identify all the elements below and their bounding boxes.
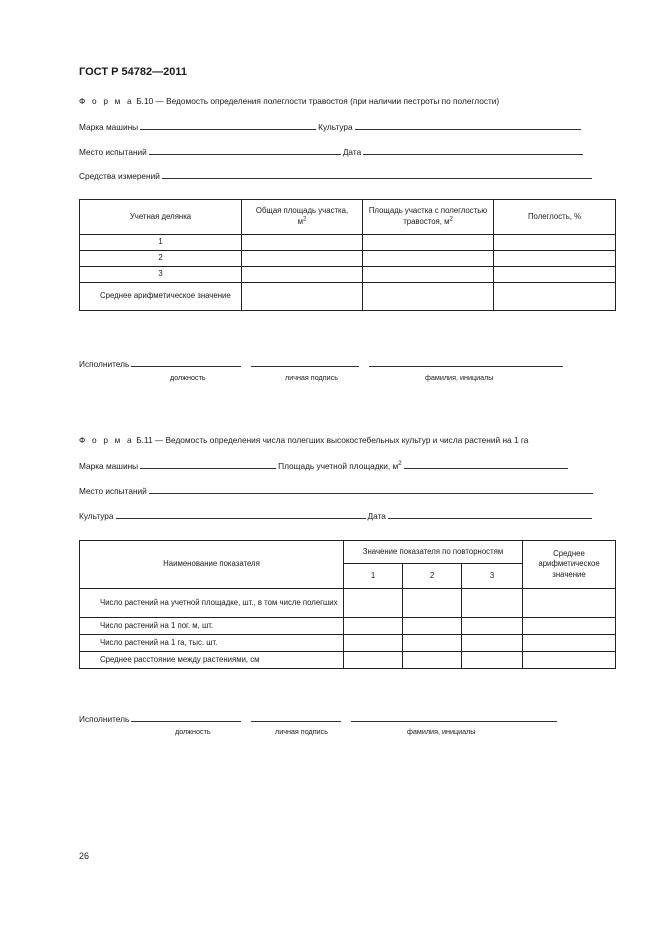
form11-header-average: Среднее арифметическое значение	[523, 541, 616, 589]
form10-instruments-line	[79, 170, 614, 181]
form10-caption-name: фамилия, инициалы	[425, 373, 494, 382]
table-cell[interactable]	[242, 267, 363, 283]
form10-culture-label: Культура	[318, 122, 353, 132]
table-cell[interactable]	[363, 251, 494, 267]
form11-area-label: Площадь учетной площадки, м	[278, 461, 399, 471]
table-cell[interactable]	[523, 635, 616, 652]
table-row	[80, 635, 616, 652]
form10-header-lodged-area-text: Площадь участка с полеглостью травостоя, м	[368, 206, 488, 226]
form11-title-text: Б.11 — Ведомость определения числа полегших высокостебельных культур и числа растений на 1 га	[136, 435, 529, 445]
form10-header-lodging: Полеглость, %	[494, 200, 616, 235]
form11-culture-date-line	[79, 510, 614, 521]
table-cell[interactable]	[344, 652, 403, 669]
table-cell[interactable]	[242, 235, 363, 251]
table-row	[80, 652, 616, 669]
form10-signature-field[interactable]	[251, 358, 359, 367]
form11-table	[79, 540, 616, 669]
form11-row-label: Число растений на 1 га, тыс. шт.	[80, 635, 344, 652]
form11-name-field[interactable]	[351, 713, 557, 722]
form10-header-total-area-text: Общая площадь участка,	[255, 206, 349, 216]
table-cell[interactable]	[523, 618, 616, 635]
form11-machine-field[interactable]	[140, 460, 276, 469]
form11-header-repeat-2: 2	[403, 564, 462, 589]
form11-machine-label: Марка машины	[79, 461, 139, 471]
form11-header-repeat-1: 1	[344, 564, 403, 589]
form10-culture-field[interactable]	[355, 121, 581, 130]
table-row	[80, 589, 616, 618]
form11-row-label: Число растений на 1 пог. м, шт.	[80, 618, 344, 635]
form10-row-label: Среднее арифметическое значение	[80, 283, 242, 311]
table-cell[interactable]	[462, 589, 523, 618]
form11-area-field[interactable]	[404, 460, 568, 469]
form10-machine-label: Марка машины	[79, 122, 139, 132]
form10-caption-position: должность	[170, 373, 206, 382]
table-row	[80, 283, 616, 311]
table-cell[interactable]	[403, 618, 462, 635]
form10-name-field[interactable]	[369, 358, 563, 367]
table-cell[interactable]	[403, 635, 462, 652]
form11-header-values: Значение показателя по повторностям	[344, 541, 523, 564]
table-cell[interactable]	[344, 618, 403, 635]
form11-date-field[interactable]	[388, 510, 592, 519]
form11-date-label: Дата	[367, 511, 386, 521]
table-cell[interactable]	[462, 618, 523, 635]
form10-table	[79, 199, 616, 311]
form10-machine-culture-line	[79, 121, 614, 132]
document-header: ГОСТ Р 54782—2011	[79, 66, 187, 78]
table-cell[interactable]	[403, 589, 462, 618]
form10-date-label: Дата	[342, 147, 362, 157]
table-cell[interactable]	[344, 589, 403, 618]
form10-title-text: Б.10 — Ведомость определения полеглости травостоя (при наличии пестроты по полеглости)	[136, 96, 500, 106]
form11-position-field[interactable]	[131, 713, 241, 722]
form11-place-line	[79, 485, 614, 496]
form11-signature-line	[79, 713, 559, 724]
form10-place-field[interactable]	[149, 146, 341, 155]
form11-caption-name: фамилия, инициалы	[407, 727, 476, 736]
table-cell[interactable]	[494, 283, 616, 311]
table-row	[80, 235, 616, 251]
form11-place-label: Место испытаний	[79, 486, 147, 496]
form11-row-label: Число растений на учетной площадке, шт., в том числе полегших	[80, 589, 344, 618]
form10-executor-label: Исполнитель	[79, 359, 130, 369]
form11-title	[79, 435, 614, 445]
table-cell[interactable]	[494, 267, 616, 283]
table-cell[interactable]	[462, 652, 523, 669]
form11-form-word: Ф о р м а	[79, 435, 134, 445]
form10-title	[79, 96, 614, 106]
form10-place-label: Место испытаний	[79, 147, 147, 157]
form11-header-repeat-3: 3	[462, 564, 523, 589]
form10-header-total-area: Общая площадь участка, $м^2$	[242, 200, 363, 235]
form11-place-field[interactable]	[149, 485, 593, 494]
form10-header-total-area-unit: м	[297, 217, 304, 226]
table-cell[interactable]	[344, 635, 403, 652]
table-cell[interactable]	[242, 283, 363, 311]
form10-instruments-label: Средства измерений	[79, 171, 160, 181]
form11-header-indicator: Наименование показателя	[80, 541, 344, 589]
form11-table-header-row	[80, 541, 616, 564]
form11-culture-label: Культура	[79, 511, 114, 521]
table-cell[interactable]	[494, 251, 616, 267]
form11-signature-field[interactable]	[251, 713, 341, 722]
form10-row-label: 2	[80, 251, 242, 267]
table-cell[interactable]	[363, 235, 494, 251]
table-row	[80, 267, 616, 283]
form10-row-label: 1	[80, 235, 242, 251]
table-cell[interactable]	[363, 267, 494, 283]
table-cell[interactable]	[494, 235, 616, 251]
table-cell[interactable]	[242, 251, 363, 267]
form10-position-field[interactable]	[131, 358, 241, 367]
form10-instruments-field[interactable]	[162, 170, 592, 179]
page-number: 26	[79, 851, 90, 861]
form10-table-header-row	[80, 200, 616, 235]
form11-caption-position: должность	[175, 727, 211, 736]
table-cell[interactable]	[363, 283, 494, 311]
form11-machine-area-line: Марка машины Площадь учетной площадки, $м^2$	[79, 460, 614, 471]
table-cell[interactable]	[523, 589, 616, 618]
form10-machine-field[interactable]	[140, 121, 316, 130]
form11-culture-field[interactable]	[116, 510, 366, 519]
form10-form-word: Ф о р м а	[79, 96, 134, 106]
form10-caption-signature: личная подпись	[285, 373, 338, 382]
table-cell[interactable]	[462, 635, 523, 652]
form10-header-plot: Учетная делянка	[80, 200, 242, 235]
form11-caption-signature: личная подпись	[275, 727, 328, 736]
form11-row-label: Среднее расстояние между растениями, см	[80, 652, 344, 669]
form11-executor-label: Исполнитель	[79, 714, 130, 724]
table-row	[80, 618, 616, 635]
form10-place-date-line	[79, 146, 614, 157]
form10-row-label: 3	[80, 267, 242, 283]
table-cell[interactable]	[523, 652, 616, 669]
table-row	[80, 251, 616, 267]
form10-date-field[interactable]	[363, 146, 583, 155]
form10-signature-line	[79, 358, 565, 369]
form10-header-lodged-area: Площадь участка с полеглостью травостоя, $м^2$	[363, 200, 494, 235]
table-cell[interactable]	[403, 652, 462, 669]
